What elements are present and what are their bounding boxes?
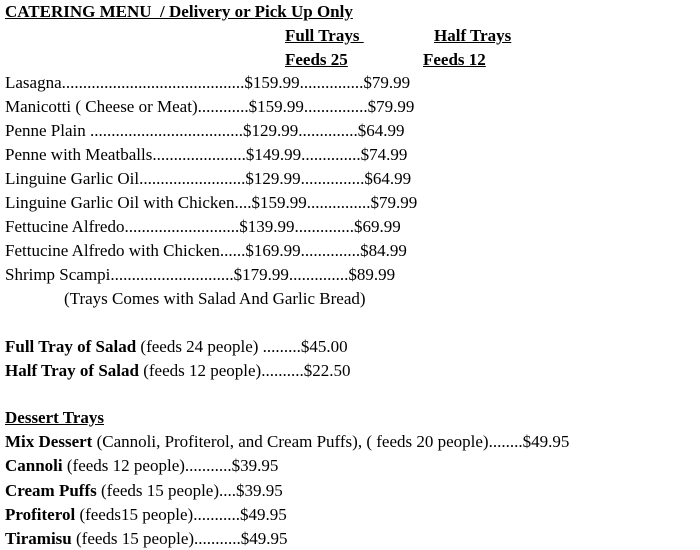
tray-name: Fettucine Alfredo — [5, 217, 125, 236]
tray-row — [5, 217, 401, 237]
full-tray-price: $159.99 — [248, 97, 304, 116]
dessert-name: Profiterol — [5, 505, 76, 524]
menu-title: CATERING MENU / Delivery or Pick Up Only — [5, 2, 353, 21]
dot-leader: ............... — [306, 193, 371, 212]
salad-price: $45.00 — [300, 337, 348, 356]
full-tray-price: $129.99 — [245, 169, 301, 188]
dessert-detail: (feeds 15 people)........... — [71, 529, 241, 548]
full-tray-price: $179.99 — [233, 265, 289, 284]
salad-row — [5, 337, 348, 357]
dessert-row — [5, 505, 287, 525]
dot-leader: ............................. — [110, 265, 234, 284]
half-tray-price: $74.99 — [360, 145, 408, 164]
tray-name: Penne with Meatballs — [5, 145, 153, 164]
salad-detail: (feeds 24 people) ......... — [136, 337, 301, 356]
dot-leader: ............... — [299, 73, 364, 92]
tray-name: Linguine Garlic Oil with Chicken — [5, 193, 235, 212]
half-tray-price: $79.99 — [367, 97, 415, 116]
dot-leader: .............. — [301, 145, 361, 164]
full-tray-price: $139.99 — [239, 217, 295, 236]
full-tray-price: $159.99 — [251, 193, 307, 212]
dessert-row — [5, 481, 283, 501]
salad-row — [5, 361, 350, 381]
full-trays-feeds: Feeds 25 — [285, 50, 348, 69]
half-tray-price: $69.99 — [353, 217, 401, 236]
trays-note: (Trays Comes with Salad And Garlic Bread) — [64, 289, 366, 308]
salad-detail: (feeds 12 people).......... — [138, 361, 304, 380]
full-tray-price: $169.99 — [245, 241, 301, 260]
tray-row — [5, 73, 410, 93]
dot-leader: .............. — [298, 121, 358, 140]
dessert-price: $49.95 — [239, 505, 287, 524]
dot-leader: ............ — [197, 97, 249, 116]
dessert-detail: (feeds 12 people)........... — [62, 456, 232, 475]
half-tray-price: $79.99 — [370, 193, 418, 212]
dessert-price: $49.95 — [240, 529, 288, 548]
tray-row — [5, 145, 407, 165]
full-tray-price: $149.99 — [245, 145, 302, 164]
dessert-row — [5, 432, 569, 452]
tray-name: Penne Plain — [5, 121, 90, 140]
half-tray-price: $64.99 — [357, 121, 405, 140]
tray-name: Lasagna — [5, 73, 62, 92]
salad-price: $22.50 — [303, 361, 351, 380]
tray-row — [5, 169, 411, 189]
half-tray-price: $79.99 — [363, 73, 411, 92]
dessert-row — [5, 456, 278, 476]
dot-leader: .................................... — [90, 121, 243, 140]
dessert-price: $39.95 — [231, 456, 279, 475]
dot-leader: .............. — [294, 217, 354, 236]
half-trays-feeds: Feeds 12 — [423, 50, 486, 69]
half-tray-price: $84.99 — [360, 241, 407, 260]
half-tray-price: $89.99 — [348, 265, 396, 284]
dessert-name: Cannoli — [5, 456, 63, 475]
tray-row — [5, 97, 414, 117]
dessert-name: Cream Puffs — [5, 481, 97, 500]
tray-name: Shrimp Scampi — [5, 265, 111, 284]
half-trays-header: Half Trays — [434, 26, 512, 45]
tray-row — [5, 121, 405, 141]
full-trays-header: Full Trays — [285, 26, 364, 45]
half-tray-price: $64.99 — [364, 169, 412, 188]
dessert-detail: (feeds 15 people).... — [96, 481, 237, 500]
full-tray-price: $159.99 — [244, 73, 300, 92]
tray-name: Manicotti ( Cheese or Meat) — [5, 97, 198, 116]
dessert-detail: (feeds15 people)........... — [75, 505, 240, 524]
tray-row — [5, 265, 395, 285]
dessert-price: $39.95 — [236, 481, 283, 500]
dessert-name: Tiramisu — [5, 529, 72, 548]
dot-leader: .............. — [288, 265, 349, 284]
tray-row — [5, 241, 407, 261]
dessert-price: $49.95 — [522, 432, 570, 451]
dot-leader: ............... — [300, 169, 365, 188]
dot-leader: ...... — [219, 241, 246, 260]
full-tray-price: $129.99 — [243, 121, 299, 140]
dessert-row — [5, 529, 288, 549]
dessert-name: Mix Dessert — [5, 432, 93, 451]
tray-name: Linguine Garlic Oil — [5, 169, 140, 188]
dot-leader: ...................... — [152, 145, 246, 164]
tray-row — [5, 193, 417, 213]
dot-leader: ........................................... — [61, 73, 245, 92]
dot-leader: .............. — [300, 241, 361, 260]
salad-name: Full Tray of Salad — [5, 337, 137, 356]
dot-leader: ............... — [303, 97, 368, 116]
salad-name: Half Tray of Salad — [5, 361, 139, 380]
dessert-detail: (Cannoli, Profiterol, and Cream Puffs), ( feeds 20 people)........ — [92, 432, 523, 451]
dot-leader: ......................... — [139, 169, 246, 188]
dot-leader: ........................... — [124, 217, 240, 236]
tray-name: Fettucine Alfredo with Chicken — [5, 241, 220, 260]
dessert-heading: Dessert Trays — [5, 408, 104, 427]
dot-leader: .... — [234, 193, 252, 212]
